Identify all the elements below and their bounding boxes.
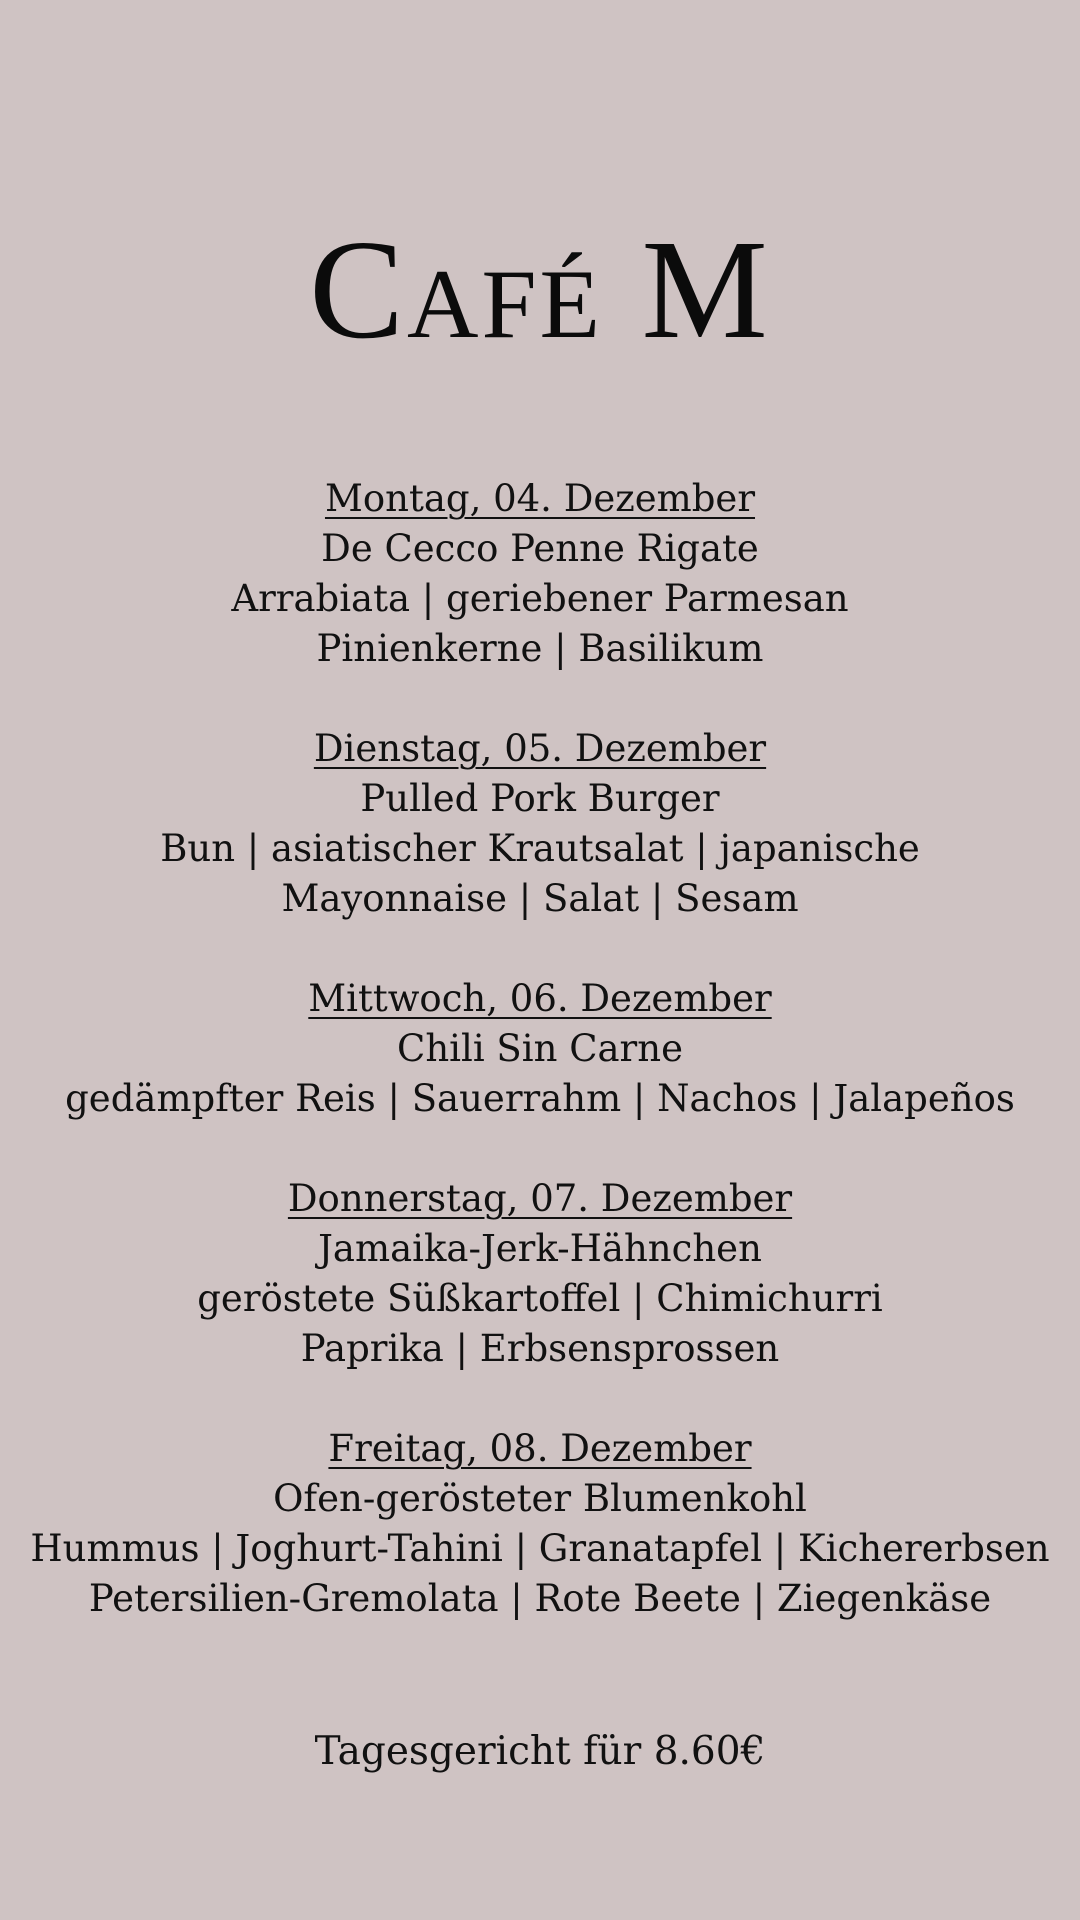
dish-line: geröstete Süßkartoffel | Chimichurri xyxy=(197,1277,883,1320)
dish-line: Pinienkerne | Basilikum xyxy=(316,627,764,670)
weekly-menu xyxy=(0,474,1080,1674)
day-title: Montag, 04. Dezember xyxy=(324,477,756,520)
dish-line: Arrabiata | geriebener Parmesan xyxy=(231,577,849,620)
menu-day-monday xyxy=(0,474,1080,674)
dish-line: Jamaika-Jerk-Hähnchen xyxy=(318,1227,762,1270)
dish-line: Chili Sin Carne xyxy=(397,1027,683,1070)
dish-line: De Cecco Penne Rigate xyxy=(321,527,759,570)
dish-line: Pulled Pork Burger xyxy=(360,777,720,820)
menu-day-wednesday xyxy=(0,974,1080,1124)
cafe-name: Café M xyxy=(309,210,771,368)
dish-line: gedämpfter Reis | Sauerrahm | Nachos | Jalapeños xyxy=(65,1077,1015,1120)
cafe-logo-title xyxy=(0,210,1080,368)
dish-line: Petersilien-Gremolata | Rote Beete | Ziegenkäse xyxy=(88,1577,992,1620)
day-title: Dienstag, 05. Dezember xyxy=(313,727,767,770)
day-title: Freitag, 08. Dezember xyxy=(328,1427,752,1470)
menu-day-tuesday xyxy=(0,724,1080,924)
dish-line: Mayonnaise | Salat | Sesam xyxy=(281,877,799,920)
dish-line: Ofen-gerösteter Blumenkohl xyxy=(273,1477,807,1520)
dish-line: Hummus | Joghurt-Tahini | Granatapfel | Kichererbsen xyxy=(30,1527,1050,1570)
menu-day-thursday xyxy=(0,1174,1080,1374)
day-title: Mittwoch, 06. Dezember xyxy=(308,977,772,1020)
menu-day-friday xyxy=(0,1424,1080,1624)
dish-line: Paprika | Erbsensprossen xyxy=(300,1327,780,1370)
dish-line: Bun | asiatischer Krautsalat | japanische xyxy=(160,827,920,870)
day-title: Donnerstag, 07. Dezember xyxy=(287,1177,793,1220)
daily-price-note: Tagesgericht für 8.60€ xyxy=(314,1729,766,1774)
